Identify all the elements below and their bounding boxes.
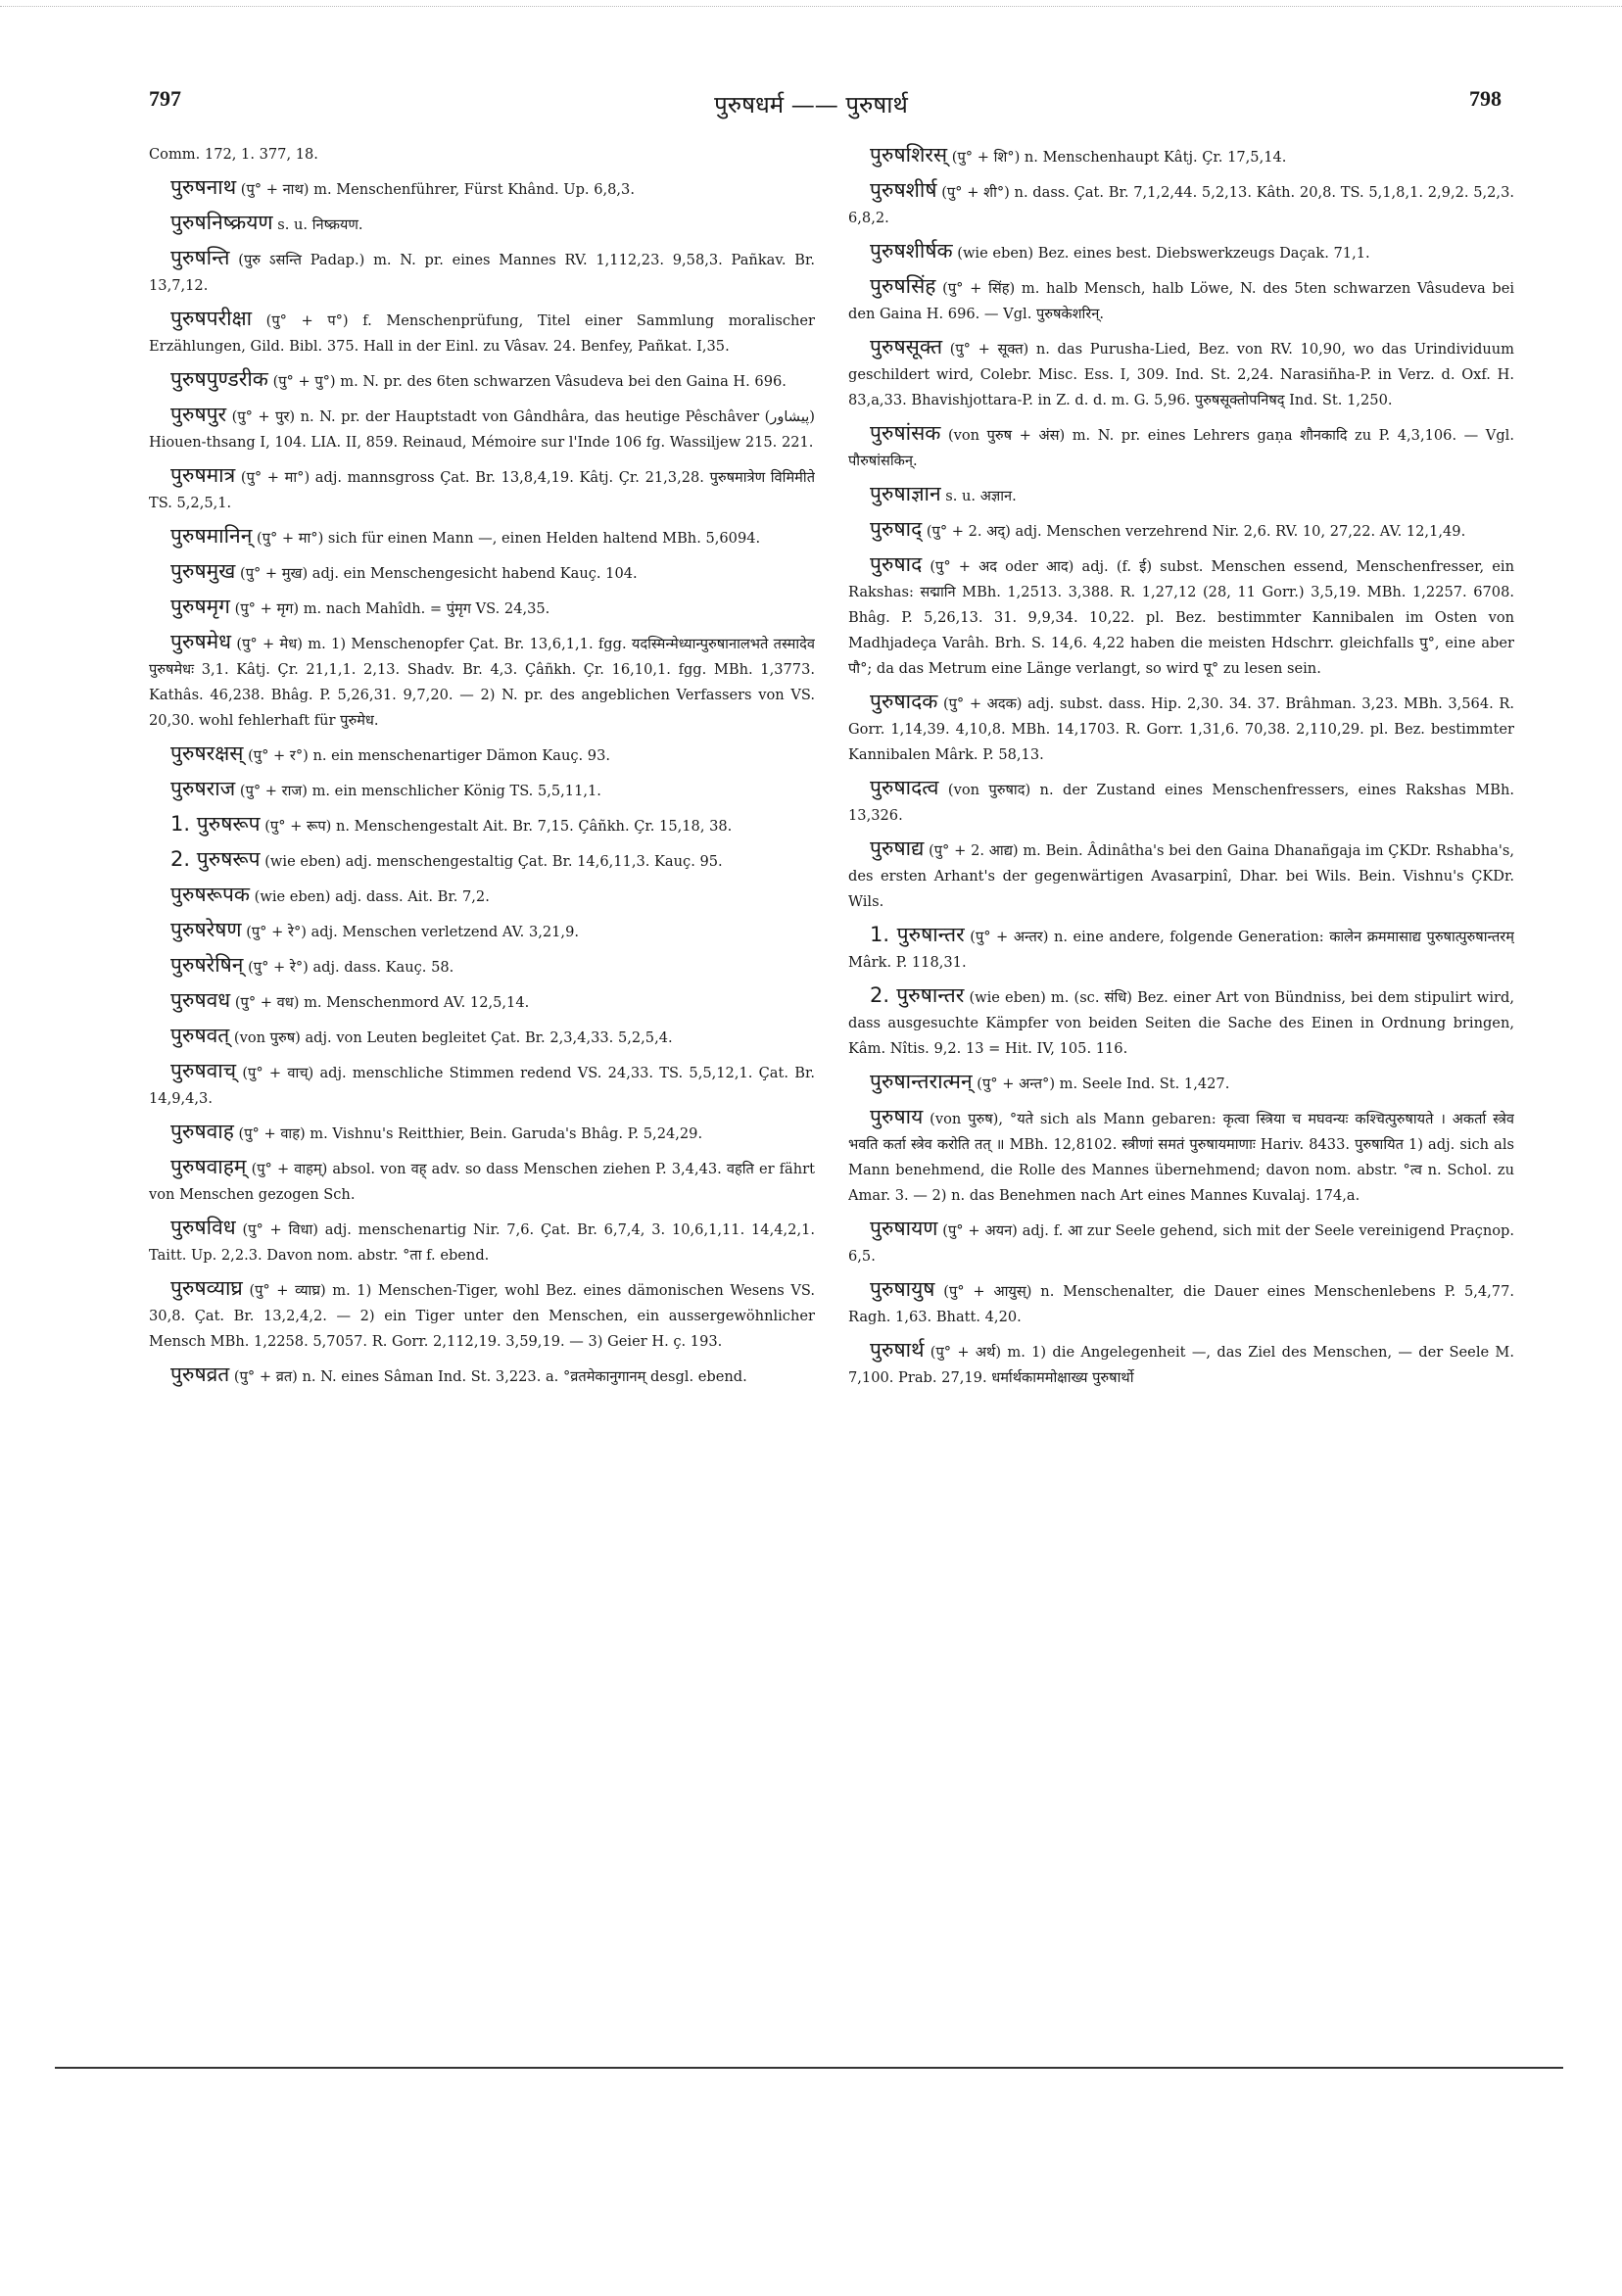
dictionary-entry <box>149 1023 815 1051</box>
entry-headword: पुरुषशीर्षक <box>870 239 953 263</box>
entry-text: (पु° + अद oder आद) adj. (f. ई) subst. Menschen essend, Menschenfresser, ein Rakshas: सद्मानि MBh. 1,2513. 3,388. R. 1,27,12 (28, 11 Gorr.) 3,5,19. MBh. 1,2257. 6708. Bhâg. P. 5,26,13. 31. 9,9,34. 10,22. pl. Bez. bestimmter Kannibalen im Osten von Madhjadeça Varâh. Brh. S. 14,6. 4,22 haben die meisten Hdschrr. gleichfalls पु°, eine aber पौ°; da das Metrum eine Länge verlangt, so wird पू° zu lesen sein. <box>848 558 1514 677</box>
dictionary-entry <box>848 982 1514 1062</box>
dictionary-entry <box>848 689 1514 768</box>
entry-headword: पुरुषायुष <box>870 1277 935 1301</box>
entry-text: (पु° + 2. अद्) adj. Menschen verzehrend Nir. 2,6. RV. 10, 27,22. AV. 12,1,49. <box>926 523 1466 540</box>
entry-headword: पुरुषवाच् <box>170 1059 237 1082</box>
entry-headword: पुरुषपरीक्षा <box>170 307 253 330</box>
entry-headword: 2. पुरुषरूप <box>170 847 261 871</box>
entry-headword: पुरुषार्थ <box>870 1338 925 1362</box>
dictionary-entry <box>149 142 815 167</box>
entry-headword: पुरुषांसक <box>870 421 941 445</box>
dictionary-entry <box>848 1104 1514 1209</box>
right-page-number: 798 <box>1469 86 1502 111</box>
dictionary-entry <box>149 306 815 359</box>
entry-headword: पुरुषनिष्क्रयण <box>170 211 273 234</box>
entry-text: (पु° + अन्त°) m. Seele Ind. St. 1,427. <box>977 1076 1230 1092</box>
entry-text: (पु° + प°) f. Menschenprüfung, Titel einer Sammlung moralischer Erzählungen, Gild. Bibl. 375. Hall in der Einl. zu Vâsav. 24. Benfey, Pañkat. I,35. <box>149 312 815 355</box>
dictionary-entry <box>848 775 1514 829</box>
dictionary-entry <box>848 516 1514 545</box>
entry-headword: 2. पुरुषान्तर <box>870 983 965 1007</box>
entry-text: (पु° + मेध) m. 1) Menschenopfer Çat. Br. 13,6,1,1. fgg. यदस्मिन्मेध्यान्पुरुषानालभते तस्मादेव पुरुषमेधः 3,1. Kâtj. Çr. 21,1,1. 2,13. Shadv. Br. 4,3. Çâñkh. Çr. 16,10,1. fgg. MBh. 1,3773. Kathâs. 46,238. Bhâg. P. 5,26,31. 9,7,20. — 2) N. pr. des angeblichen Verfassers von VS. 20,30. wohl fehlerhaft für पुरुमेध. <box>149 636 815 729</box>
dictionary-entry <box>149 776 815 804</box>
entry-headword: पुरुषादत्व <box>870 776 939 799</box>
dictionary-entry <box>149 917 815 945</box>
entry-text: (wie eben) m. (sc. संधि) Bez. einer Art von Bündniss, bei dem stipulirt wird, dass ausgesuchte Kämpfer von beiden Seiten die Sache des Einen in Ordnung bringen, Kâm. Nîtis. 9,2. 13 = Hit. IV, 105. 116. <box>848 989 1514 1057</box>
dictionary-entry <box>848 1216 1514 1269</box>
entry-text: (पु° + अयन) adj. f. आ zur Seele gehend, sich mit der Seele vereinigend Praçnop. 6,5. <box>848 1222 1514 1265</box>
dictionary-entry <box>848 836 1514 915</box>
entry-headword: पुरुषमेध <box>170 630 232 653</box>
entry-headword: पुरुषरेषिन् <box>170 953 244 977</box>
entry-text: (पु° + राज) m. ein menschlicher König TS. 5,5,11,1. <box>239 783 601 799</box>
running-title: पुरुषधर्म —— पुरुषार्थ <box>714 91 908 119</box>
bottom-rule <box>55 2067 1563 2069</box>
entry-headword: पुरुषविध <box>170 1216 236 1239</box>
entry-headword: पुरुषराज <box>170 777 236 800</box>
entry-headword: पुरुषाद् <box>870 517 923 541</box>
dictionary-entry <box>149 629 815 734</box>
entry-headword: पुरुषरूपक <box>170 883 250 906</box>
dictionary-entry <box>149 882 815 910</box>
entry-headword: पुरुषरेषण <box>170 918 242 941</box>
entry-headword: पुरुषाद <box>870 552 923 576</box>
dictionary-entry <box>149 741 815 769</box>
entry-headword: पुरुषमानिन् <box>170 524 253 548</box>
entry-text: (पु° + मुख) adj. ein Menschengesicht habend Kauç. 104. <box>240 565 638 582</box>
dictionary-entry <box>149 846 815 875</box>
dictionary-entry <box>149 594 815 622</box>
entry-text: Comm. 172, 1. 377, 18. <box>149 146 318 163</box>
dictionary-entry <box>149 1215 815 1268</box>
dictionary-entry <box>848 922 1514 976</box>
entry-text: (von पुरुष + अंस) m. N. pr. eines Lehrers gaṇa शौनकादि zu P. 4,3,106. — Vgl. पौरुषांसकिन्. <box>848 427 1514 469</box>
entry-text: (पु° + रे°) adj. dass. Kauç. 58. <box>248 959 454 976</box>
dictionary-entry <box>848 551 1514 682</box>
entry-headword: पुरुषशीर्ष <box>870 178 937 202</box>
left-page-number: 797 <box>149 86 181 111</box>
entry-text: (von पुरुष), °यते sich als Mann gebaren: कृत्वा स्त्रिया च मघवन्यः कश्चित्पुरुषायते । अकर्ता स्त्रेव भवति कर्ता स्त्रेव करोति तत् ॥ MBh. 12,8102. स्त्रीणां समतं पुरुषायमाणाः Hariv. 8433. पुरुषायित 1) adj. sich als Mann benehmend, die Rolle des Mannes übernehmend; davon nom. abstr. °त्व n. Schol. zu Amar. 3. — 2) n. das Benehmen nach Art eines Mannes Kuvalaj. 174,a. <box>848 1111 1514 1204</box>
entry-headword: पुरुषवत् <box>170 1024 230 1047</box>
entry-text: (wie eben) adj. menschengestaltig Çat. Br. 14,6,11,3. Kauç. 95. <box>264 853 723 870</box>
entry-text: (पु° + व्रत) n. N. eines Sâman Ind. St. 3,223. a. °व्रतमेकानुगानम् desgl. ebend. <box>233 1368 747 1385</box>
dictionary-entry <box>149 952 815 981</box>
entry-headword: पुरुषवाह <box>170 1120 234 1143</box>
entry-text: (पु° + सूक्त) n. das Purusha-Lied, Bez. von RV. 10,90, wo das Urindividuum geschildert wird, Colebr. Misc. Ess. I, 309. Ind. St. 2,24. Narasiñha-P. in Verz. d. Oxf. H. 83,a,33. Bhavishjottara-P. in Z. d. d. m. G. 5,96. पुरुषसूक्तोपनिषद् Ind. St. 1,250. <box>848 341 1514 408</box>
entry-text: (wie eben) adj. dass. Ait. Br. 7,2. <box>254 888 490 905</box>
entry-text: s. u. निष्क्रयण. <box>277 216 363 233</box>
dictionary-entry <box>149 174 815 203</box>
entry-headword: पुरुषाद्य <box>870 837 925 860</box>
dictionary-entry <box>149 558 815 587</box>
dictionary-entry <box>848 273 1514 327</box>
entry-text: (पु° + रूप) n. Menschengestalt Ait. Br. 7,15. Çâñkh. Çr. 15,18, 38. <box>264 818 733 835</box>
entry-text: (पु° + अदक) adj. subst. dass. Hip. 2,30. 34. 37. Brâhman. 3,23. MBh. 3,564. R. Gorr. 1,14,39. 4,10,8. MBh. 14,1703. R. Gorr. 1,31,6. 70,38. 2,110,29. pl. Bez. bestimmter Kannibalen Mârk. P. 58,13. <box>848 695 1514 763</box>
entry-headword: पुरुषरक्षस् <box>170 741 244 765</box>
entry-headword: पुरुषान्तरात्मन् <box>870 1070 973 1093</box>
dictionary-entry <box>848 420 1514 474</box>
entry-headword: पुरुषायण <box>870 1217 938 1240</box>
entry-text: s. u. अज्ञान. <box>945 488 1017 504</box>
entry-headword: 1. पुरुषान्तर <box>870 923 965 946</box>
entry-text: (पुरु ऽसन्ति Padap.) m. N. pr. eines Mannes RV. 1,112,23. 9,58,3. Pañkav. Br. 13,7,12. <box>149 252 815 294</box>
dictionary-entry <box>149 811 815 839</box>
entry-text: (पु° + शि°) n. Menschenhaupt Kâtj. Çr. 17,5,14. <box>951 149 1287 166</box>
left-column <box>149 142 815 2003</box>
entry-text: (पु° + वाह) m. Vishnu's Reitthier, Bein. Garuda's Bhâg. P. 5,24,29. <box>238 1125 703 1142</box>
dictionary-entry <box>149 1119 815 1147</box>
dictionary-entry <box>149 523 815 551</box>
entry-text: (पु° + मृग) m. nach Mahîdh. = पुंमृग VS. 24,35. <box>234 600 550 617</box>
entry-text: (von पुरुषाद) n. der Zustand eines Menschenfressers, eines Rakshas MBh. 13,326. <box>848 782 1514 824</box>
dictionary-entry <box>149 987 815 1016</box>
entry-text: (von पुरुष) adj. von Leuten begleitet Çat. Br. 2,3,4,33. 5,2,5,4. <box>233 1029 673 1046</box>
entry-headword: पुरुषसिंह <box>870 274 936 298</box>
dictionary-entry <box>149 1058 815 1112</box>
dictionary-entry <box>848 238 1514 266</box>
entry-headword: पुरुषपुण्डरीक <box>170 367 268 391</box>
dictionary-entry <box>149 1275 815 1355</box>
dictionary-entry <box>149 402 815 455</box>
entry-headword: पुरुषव्रत <box>170 1363 230 1386</box>
dictionary-entry <box>848 1276 1514 1330</box>
dictionary-entry <box>149 366 815 395</box>
dictionary-entry <box>149 1154 815 1208</box>
entry-headword: पुरुषाय <box>870 1105 924 1128</box>
dictionary-entry <box>149 210 815 238</box>
entry-text: (पु° + सिंह) m. halb Mensch, halb Löwe, N. des 5ten schwarzen Vâsudeva bei den Gaina H. 696. — Vgl. पुरुषकेशरिन्. <box>848 280 1514 322</box>
dictionary-entry <box>848 1337 1514 1391</box>
dictionary-entry <box>848 481 1514 509</box>
entry-headword: पुरुषाज्ञान <box>870 482 941 505</box>
entry-headword: पुरुषसूक्त <box>870 335 943 359</box>
entry-text: (पु° + र°) n. ein menschenartiger Dämon Kauç. 93. <box>248 747 611 764</box>
entry-text: (पु° + पु°) m. N. pr. des 6ten schwarzen Vâsudeva bei den Gaina H. 696. <box>272 373 787 390</box>
entry-text: (wie eben) Bez. eines best. Diebswerkzeugs Daçak. 71,1. <box>957 245 1370 262</box>
entry-text: (पु° + मा°) sich für einen Mann —, einen Helden haltend MBh. 5,6094. <box>257 530 761 547</box>
entry-text: (पु° + 2. आद्य) m. Bein. Âdinâtha's bei den Gaina Dhanañgaja im ÇKDr. Rshabha's, des ersten Arhant's der gegenwärtigen Avasarpinî, Dhar. bei Wils. Bein. Vishnu's ÇKDr. Wils. <box>848 842 1514 910</box>
entry-headword: पुरुषमृग <box>170 595 231 618</box>
dictionary-entry <box>848 334 1514 413</box>
entry-text: (पु° + अन्तर) n. eine andere, folgende Generation: कालेन क्रममासाद्य पुरुषात्पुरुषान्तरम् Mârk. P. 118,31. <box>848 929 1514 971</box>
entry-text: (पु° + वाहम्) absol. von वह् adv. so dass Menschen ziehen P. 3,4,43. वहति er fährt von Menschen gezogen Sch. <box>149 1161 815 1203</box>
entry-headword: पुरुषन्ति <box>170 246 230 269</box>
entry-text: (पु° + व्याघ्र) m. 1) Menschen-Tiger, wohl Bez. eines dämonischen Wesens VS. 30,8. Çat. Br. 13,2,4,2. — 2) ein Tiger unter den Menschen, ein aussergewöhnlicher Mensch MBh. 1,2258. 5,7057. R. Gorr. 2,112,19. 3,59,19. — 3) Geier H. ç. 193. <box>149 1282 815 1350</box>
entry-text: (पु° + वध) m. Menschenmord AV. 12,5,14. <box>234 994 530 1011</box>
entry-headword: पुरुषमात्र <box>170 463 236 487</box>
entry-headword: पुरुषशिरस् <box>870 143 948 167</box>
entry-headword: 1. पुरुषरूप <box>170 812 261 836</box>
dictionary-entry <box>848 177 1514 231</box>
entry-text: (पु° + अर्थ) m. 1) die Angelegenheit —, das Ziel des Menschen, — der Seele M. 7,100. Prab. 27,19. धर्मार्थकाममोक्षाख्य पुरुषार्थो <box>848 1344 1514 1386</box>
dictionary-entry <box>149 462 815 516</box>
entry-headword: पुरुषव्याघ्र <box>170 1276 243 1300</box>
entry-text: (पु° + आयुस्) n. Menschenalter, die Dauer eines Menschenlebens P. 5,4,77. Ragh. 1,63. Bhatt. 4,20. <box>848 1283 1514 1325</box>
entry-headword: पुरुषादक <box>870 690 938 713</box>
entry-text: (पु° + मा°) adj. mannsgross Çat. Br. 13,8,4,19. Kâtj. Çr. 21,3,28. पुरुषमात्रेण विमिमीते TS. 5,2,5,1. <box>149 469 815 511</box>
entry-headword: पुरुषनाथ <box>170 175 237 199</box>
dictionary-entry <box>848 142 1514 170</box>
page-header <box>0 86 1622 129</box>
dictionary-entry <box>848 1069 1514 1097</box>
entry-text: (पु° + विधा) adj. menschenartig Nir. 7,6. Çat. Br. 6,7,4, 3. 10,6,1,11. 14,4,2,1. Taitt. Up. 2,2.3. Davon nom. abstr. °ता f. ebend. <box>149 1221 815 1264</box>
entry-text: (पु° + वाच्) adj. menschliche Stimmen redend VS. 24,33. TS. 5,5,12,1. Çat. Br. 14,9,4,3. <box>149 1065 815 1107</box>
right-column <box>848 142 1514 2003</box>
entry-headword: पुरुषपुर <box>170 403 227 426</box>
entry-text: (पु° + रे°) adj. Menschen verletzend AV. 3,21,9. <box>246 924 579 940</box>
scan-top-edge <box>0 6 1622 7</box>
dictionary-entry <box>149 1362 815 1390</box>
entry-headword: पुरुषवध <box>170 988 231 1012</box>
entry-text: (पु° + पुर) n. N. pr. der Hauptstadt von Gândhâra, das heutige Pêschâver (پیشاور) Hiouen-thsang I, 104. LIA. II, 859. Reinaud, Mémoire sur l'Inde 106 fg. Wassiljew 215. 221. <box>149 408 815 451</box>
entry-text: (पु° + नाथ) m. Menschenführer, Fürst Khând. Up. 6,8,3. <box>240 181 635 198</box>
entry-text: (पु° + शी°) n. dass. Çat. Br. 7,1,2,44. 5,2,13. Kâth. 20,8. TS. 5,1,8,1. 2,9,2. 5,2,3. 6,8,2. <box>848 184 1514 226</box>
entry-headword: पुरुषमुख <box>170 559 236 583</box>
entry-headword: पुरुषवाहम् <box>170 1155 247 1178</box>
dictionary-entry <box>149 245 815 299</box>
